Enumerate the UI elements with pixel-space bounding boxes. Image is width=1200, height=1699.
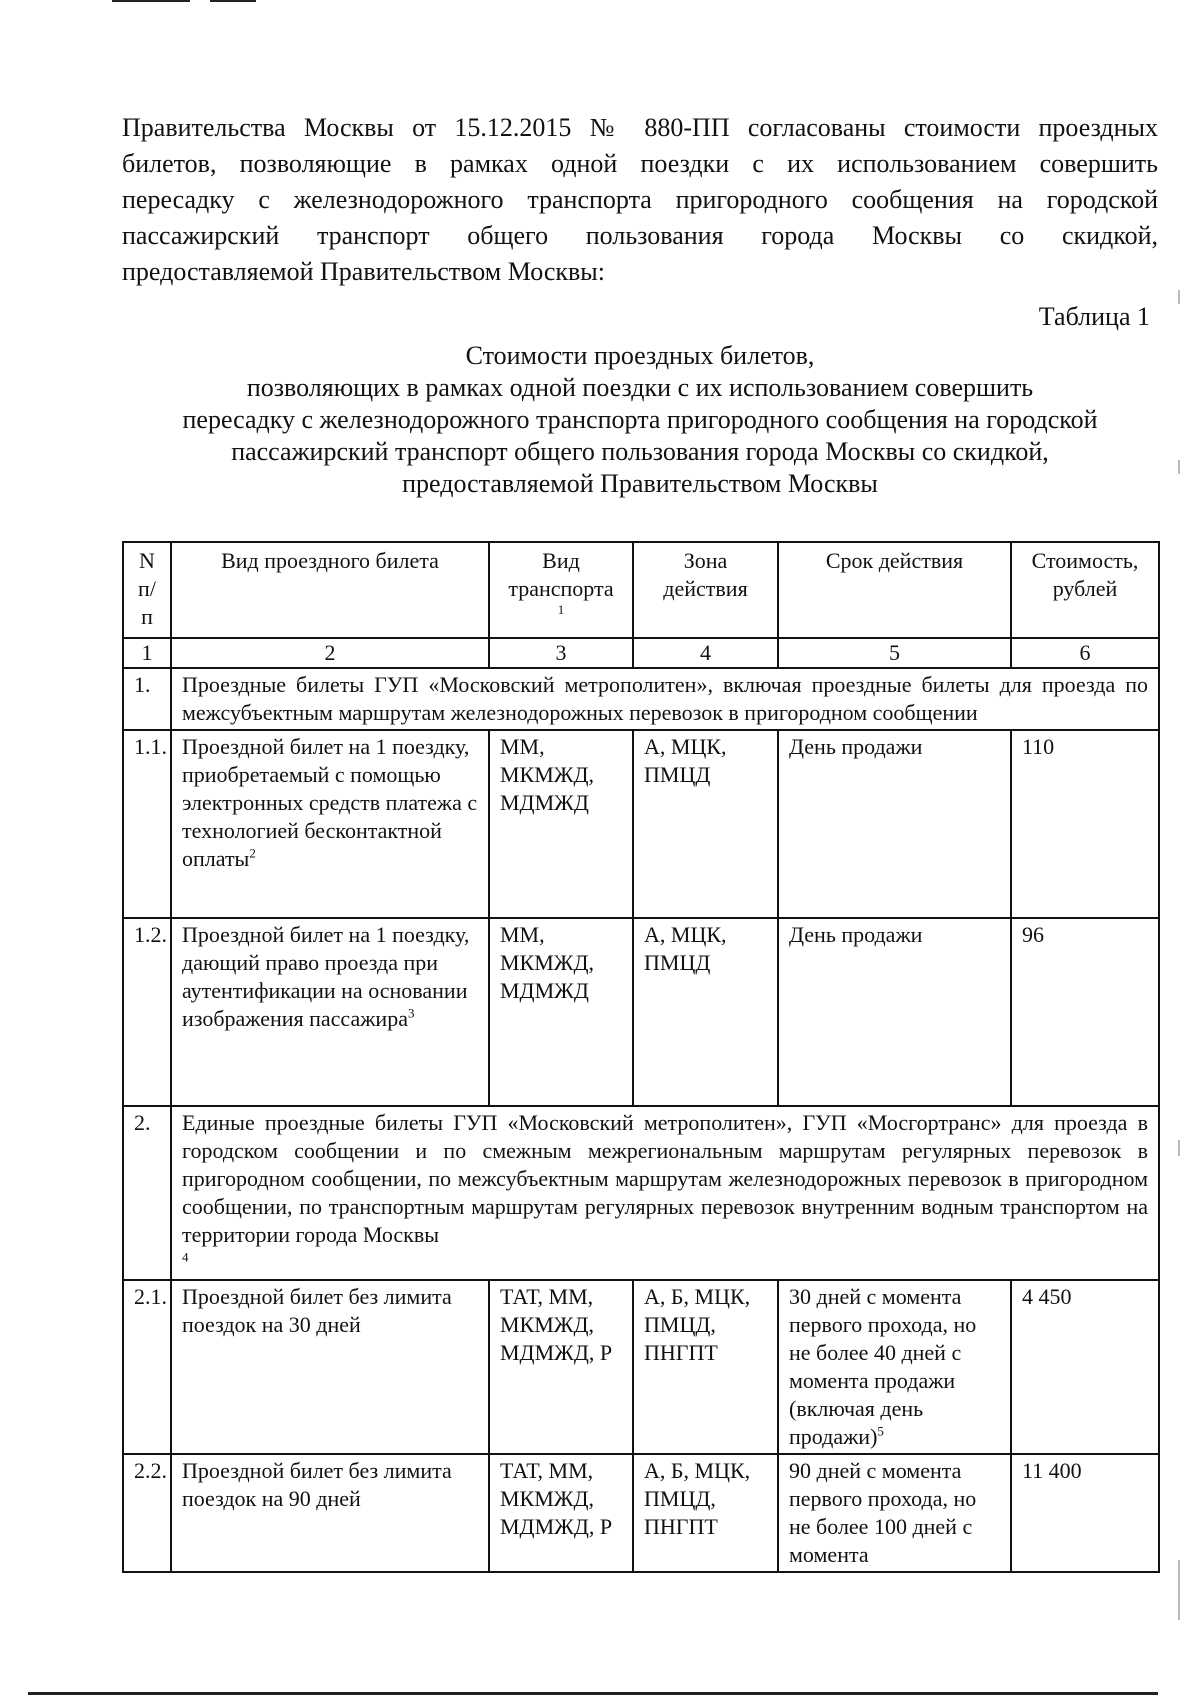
intro-line: билетов, позволяющие в рамках одной поездки с их использованием совершить xyxy=(122,149,1158,178)
table-row xyxy=(123,730,1159,918)
table-caption xyxy=(122,340,1158,500)
row-num: 1.2. xyxy=(123,918,171,1106)
table-header-row xyxy=(123,542,1159,638)
zone: А, Б, МЦК, ПМЦД, ПНГПТ xyxy=(633,1454,778,1572)
row-num: 2.1. xyxy=(123,1280,171,1454)
caption-line: позволяющих в рамках одной поездки с их использованием совершить xyxy=(246,373,1034,402)
ticket-type-text: Проездной билет без лимита поездок на 90 дней xyxy=(182,1458,452,1511)
validity-text: День продажи xyxy=(789,922,923,947)
intro-line: пассажирский транспорт общего пользования города Москвы со скидкой, xyxy=(122,221,1158,250)
intro-line: Правительства Москвы от 15.12.2015 № 880-ПП согласованы стоимости проездных xyxy=(122,113,1158,142)
footnote-ref: 4 xyxy=(182,1249,189,1265)
transport-type: ММ, МКМЖД, МДМЖД xyxy=(489,918,633,1106)
caption-line: пассажирский транспорт общего пользования города Москвы со скидкой, xyxy=(231,437,1049,466)
table-row xyxy=(123,1280,1159,1454)
ticket-type xyxy=(171,1280,489,1454)
header-transport-label: Вид транспорта xyxy=(508,548,614,601)
ticket-type-text: Проездной билет на 1 поездку, дающий право проезда при аутентификации на основании изображения пассажира xyxy=(182,922,470,1031)
column-number: 2 xyxy=(171,638,489,668)
ticket-type-text: Проездной билет без лимита поездок на 30 дней xyxy=(182,1284,452,1337)
validity xyxy=(778,730,1011,918)
transport-type: ТАТ, ММ, МКМЖД, МДМЖД, Р xyxy=(489,1280,633,1454)
ticket-type xyxy=(171,1454,489,1572)
section-text-content: Единые проездные билеты ГУП «Московский метрополитен», ГУП «Мосгортранс» для проезда в городском сообщении и по смежным межрегиональным маршрутам регулярных перевозок в пригородном сообщении, по межсубъектным маршрутам железнодорожных перевозок в пригородном сообщении, по транспортным маршрутам регулярных перевозок внутренним водным транспортом на территории города Москвы xyxy=(182,1110,1148,1247)
section-text xyxy=(171,1106,1159,1280)
column-number: 3 xyxy=(489,638,633,668)
validity xyxy=(778,918,1011,1106)
scan-edge-mark xyxy=(1178,290,1180,304)
scan-edge-mark xyxy=(1178,1140,1180,1156)
table-label: Таблица 1 xyxy=(1038,302,1150,331)
column-number: 5 xyxy=(778,638,1011,668)
transport-type: ММ, МКМЖД, МДМЖД xyxy=(489,730,633,918)
header-transport-footnote: 1 xyxy=(557,602,565,617)
footnote-ref: 3 xyxy=(407,1005,415,1021)
intro-line: предоставляемой Правительством Москвы: xyxy=(122,257,605,286)
table-row xyxy=(123,1454,1159,1572)
cost: 4 450 xyxy=(1011,1280,1159,1454)
zone: А, МЦК, ПМЦД xyxy=(633,918,778,1106)
zone: А, МЦК, ПМЦД xyxy=(633,730,778,918)
validity-text: День продажи xyxy=(789,734,923,759)
cost: 110 xyxy=(1011,730,1159,918)
validity xyxy=(778,1454,1011,1572)
caption-line: Стоимости проездных билетов, xyxy=(465,341,815,370)
cost: 11 400 xyxy=(1011,1454,1159,1572)
caption-line: пересадку с железнодорожного транспорта пригородного сообщения на городской xyxy=(182,405,1098,434)
intro-paragraph xyxy=(122,110,1158,290)
section-row-2 xyxy=(123,1106,1159,1280)
column-number: 1 xyxy=(123,638,171,668)
intro-line: пересадку с железнодорожного транспорта пригородного сообщения на городской xyxy=(122,185,1158,214)
fares-table xyxy=(122,541,1160,1573)
header-num: N п/п xyxy=(123,542,171,638)
section-row-1 xyxy=(123,668,1159,730)
validity xyxy=(778,1280,1011,1454)
scan-edge-mark xyxy=(1178,1560,1180,1620)
column-number: 4 xyxy=(633,638,778,668)
page-bottom-rule xyxy=(28,1692,1158,1695)
column-number: 6 xyxy=(1011,638,1159,668)
header-transport-type xyxy=(489,542,633,638)
row-num: 1.1. xyxy=(123,730,171,918)
footnote-ref: 5 xyxy=(877,1423,884,1439)
header-ticket-type: Вид проездного билета xyxy=(171,542,489,638)
ticket-type xyxy=(171,918,489,1106)
scan-mark-top-left xyxy=(112,0,190,2)
cost: 96 xyxy=(1011,918,1159,1106)
header-validity: Срок действия xyxy=(778,542,1011,638)
caption-line: предоставляемой Правительством Москвы xyxy=(402,469,878,498)
table-row xyxy=(123,918,1159,1106)
section-text-body: Проездные билеты ГУП «Московский метрополитен», включая проездные билеты для проезда по межсубъектным маршрутам железнодорожных перевозок в пригородном сообщении xyxy=(182,672,1148,725)
ticket-type-text: Проездной билет на 1 поездку, приобретаемый с помощью электронных средств платежа с технологией бесконтактной оплаты xyxy=(182,734,478,871)
column-number-row xyxy=(123,638,1159,668)
zone: А, Б, МЦК, ПМЦД, ПНГПТ xyxy=(633,1280,778,1454)
section-num: 1. xyxy=(123,668,171,730)
transport-type: ТАТ, ММ, МКМЖД, МДМЖД, Р xyxy=(489,1454,633,1572)
header-cost: Стоимость, рублей xyxy=(1011,542,1159,638)
section-num: 2. xyxy=(123,1106,171,1280)
scan-edge-mark xyxy=(1178,460,1180,474)
ticket-type xyxy=(171,730,489,918)
validity-text: 30 дней с момента первого прохода, но не более 40 дней с момента продажи (включая день продажи) xyxy=(789,1284,977,1449)
row-num: 2.2. xyxy=(123,1454,171,1572)
header-zone: Зона действия xyxy=(633,542,778,638)
section-text xyxy=(171,668,1159,730)
validity-text: 90 дней с момента первого прохода, но не более 100 дней с момента xyxy=(789,1458,977,1567)
section-text-body xyxy=(182,1109,1148,1277)
footnote-ref: 2 xyxy=(249,845,256,861)
scan-mark-top-right xyxy=(210,0,256,2)
